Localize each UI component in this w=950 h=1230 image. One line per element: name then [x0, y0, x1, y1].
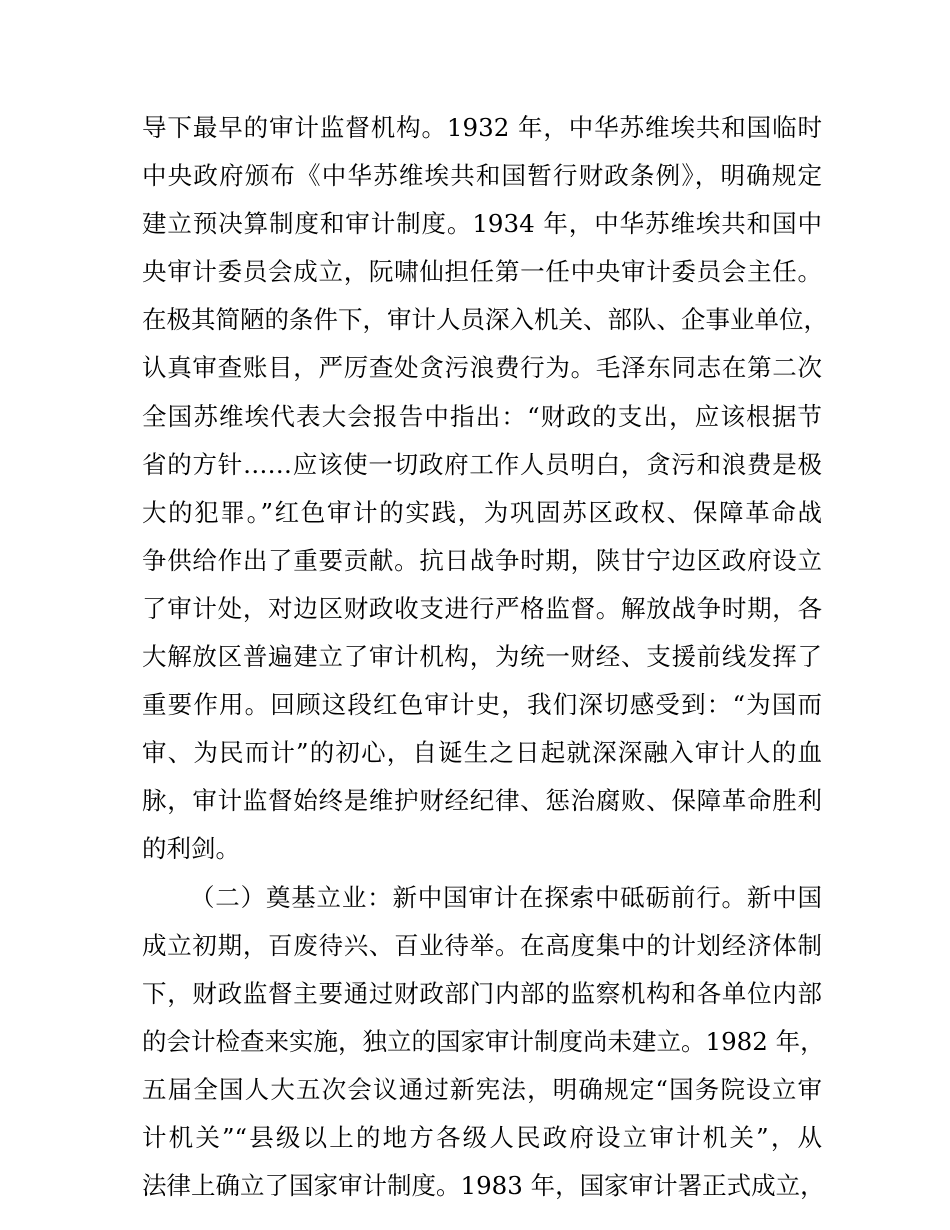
text-line: 了审计处，对边区财政收支进行严格监督。解放战争时期，各	[142, 593, 822, 623]
text-line: 中央政府颁布《中华苏维埃共和国暂行财政条例》，明确规定	[142, 161, 822, 191]
text-line: 计机关”“县级以上的地方各级人民政府设立审计机关”，从	[142, 1122, 822, 1152]
text-line: 重要作用。回顾这段红色审计史，我们深切感受到：“为国而	[142, 690, 822, 720]
paragraph-2	[142, 874, 825, 1211]
text-line: 央审计委员会成立，阮啸仙担任第一任中央审计委员会主任。	[142, 257, 822, 287]
text-line: 大解放区普遍建立了审计机构，为统一财经、支援前线发挥了	[142, 642, 822, 672]
text-line: 争供给作出了重要贡献。抗日战争时期，陕甘宁边区政府设立	[142, 545, 822, 575]
text-line: 成立初期，百废待兴、百业待举。在高度集中的计划经济体制	[142, 930, 822, 960]
text-line: 导下最早的审计监督机构。1932 年，中华苏维埃共和国临时	[142, 113, 822, 142]
paragraph-1	[142, 104, 828, 874]
text-line: （二）奠基立业：新中国审计在探索中砥砺前行。新中国	[190, 882, 822, 912]
text-line: 五届全国人大五次会议通过新宪法，明确规定“国务院设立审	[142, 1074, 822, 1104]
body-text	[142, 104, 828, 1210]
text-line: 的会计检查来实施，独立的国家审计制度尚未建立。1982 年，	[142, 1026, 825, 1056]
text-line: 法律上确立了国家审计制度。1983 年，国家审计署正式成立，	[142, 1171, 825, 1201]
text-line: 认真审查账目，严厉查处贪污浪费行为。毛泽东同志在第二次	[142, 353, 822, 383]
text-line: 的利剑。	[142, 834, 240, 864]
text-line: 省的方针……应该使一切政府工作人员明白，贪污和浪费是极	[142, 449, 822, 479]
text-line: 下，财政监督主要通过财政部门内部的监察机构和各单位内部	[142, 978, 822, 1008]
text-line: 建立预决算制度和审计制度。1934 年，中华苏维埃共和国中	[142, 209, 822, 239]
text-line: 脉，审计监督始终是维护财经纪律、惩治腐败、保障革命胜利	[142, 786, 822, 816]
text-line: 在极其简陋的条件下，审计人员深入机关、部队、企事业单位，	[142, 305, 828, 335]
text-line: 审、为民而计”的初心，自诞生之日起就深深融入审计人的血	[142, 738, 822, 768]
text-line: 大的犯罪。”红色审计的实践，为巩固苏区政权、保障革命战	[142, 497, 822, 527]
text-line: 全国苏维埃代表大会报告中指出：“财政的支出，应该根据节	[142, 401, 822, 431]
